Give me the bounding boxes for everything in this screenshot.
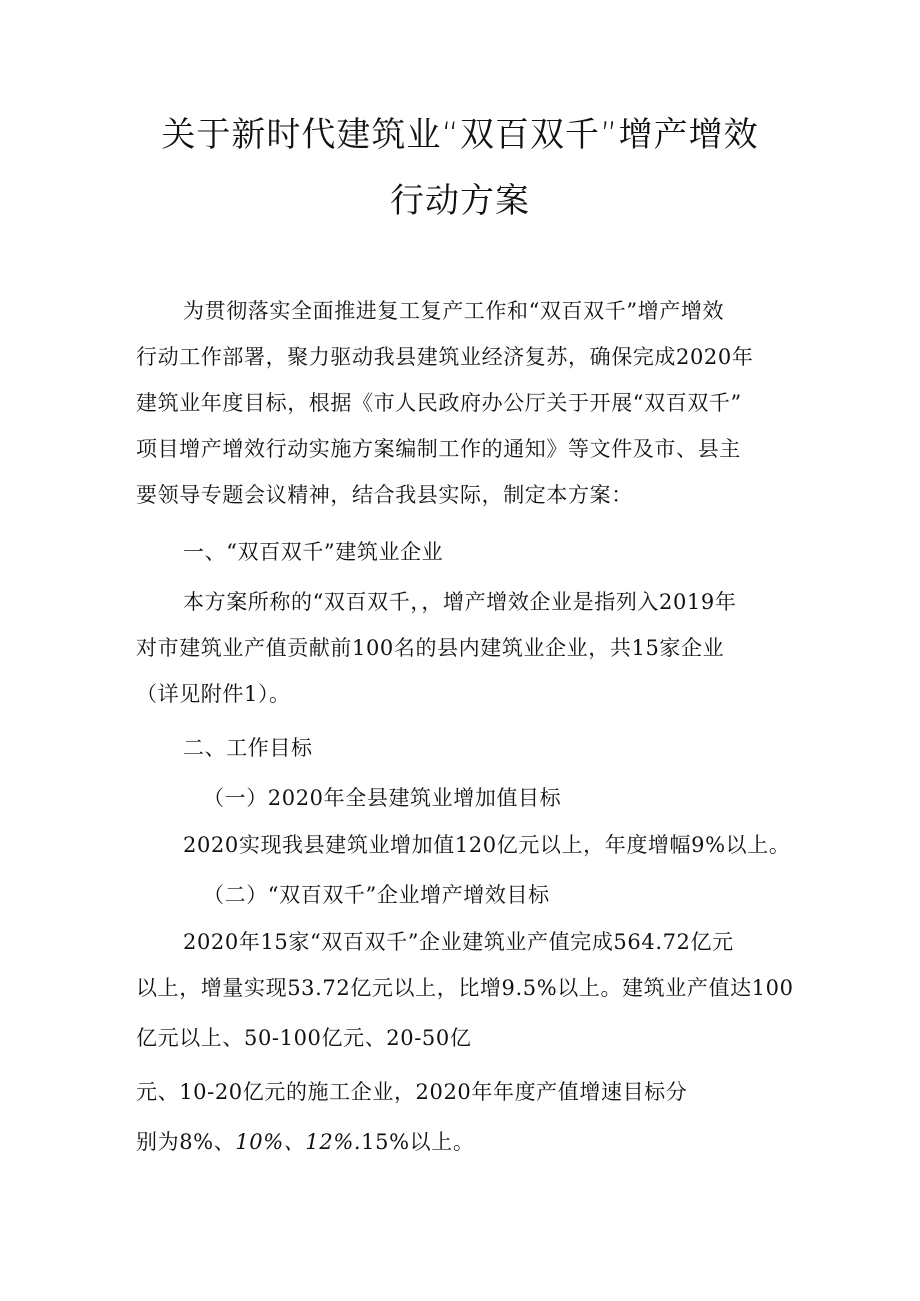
intro-line-1: 为贯彻落实全面推进复工复产工作和“双百双千”增产增效	[183, 299, 725, 323]
section1-heading: 一、“双百双千”建筑业企业	[183, 540, 444, 564]
section2-sub1-heading: （一）2020年全县建筑业增加值目标	[203, 786, 562, 810]
section2-sub2-heading: （二）“双百双千”企业增产增效目标	[203, 883, 550, 907]
section1-line-2: 对市建筑业产值贡献前100名的县内建筑业企业，共15家企业	[136, 636, 725, 660]
section1-line-1: 本方案所称的“双百双千，，增产增效企业是指列入2019年	[183, 590, 737, 614]
intro-line-4: 项目增产增效行动实施方案编制工作的通知》等文件及市、县主	[136, 437, 741, 461]
intro-line-5: 要领导专题会议精神，结合我县实际，制定本方案：	[136, 483, 633, 507]
section2-sub2-line-4: 元、10-20亿元的施工企业，2020年年度产值增速目标分	[136, 1080, 688, 1104]
document-title-line2: 行动方案	[390, 181, 530, 221]
section2-heading: 二、工作目标	[183, 736, 313, 760]
intro-line-3: 建筑业年度目标，根据《市人民政府办公厅关于开展“双百双千”	[136, 391, 742, 415]
growth-targets-part-a: 别为8%、	[136, 1130, 236, 1154]
section2-sub2-line-1: 2020年15家“双百双千”企业建筑业产值完成564.72亿元	[183, 930, 734, 954]
document-title-line1: 关于新时代建筑业“双百双千”增产增效	[161, 115, 759, 155]
growth-targets-part-c: 15%以上。	[361, 1130, 475, 1154]
intro-line-2: 行动工作部署，聚力驱动我县建筑业经济复苏，确保完成2020年	[136, 345, 754, 369]
section2-sub1-line-1: 2020实现我县建筑业增加值120亿元以上，年度增幅9%以上。	[183, 833, 791, 857]
section2-sub2-line-2: 以上，增量实现53.72亿元以上，比增9.5%以上。建筑业产值达100	[136, 976, 794, 1000]
section2-sub2-line-3: 亿元以上、50-100亿元、20-50亿	[136, 1026, 472, 1050]
growth-targets-part-b: 10%、12%.	[235, 1130, 362, 1154]
section2-sub2-line-5	[136, 1127, 474, 1157]
section1-line-3: （详见附件1）。	[136, 682, 291, 706]
